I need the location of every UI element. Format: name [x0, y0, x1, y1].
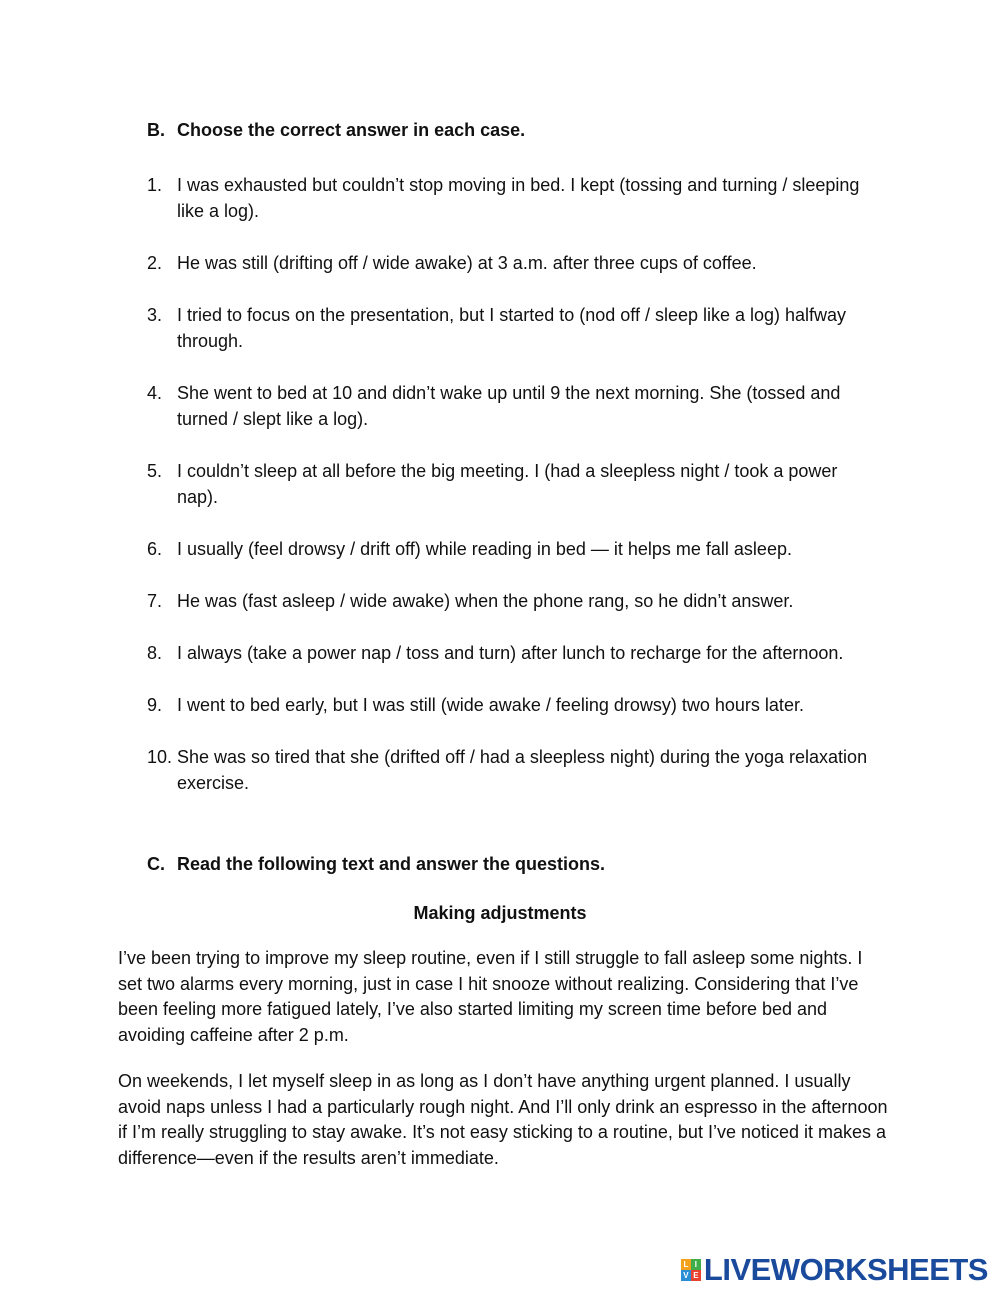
question-text: I went to bed early, but I was still (wide awake / feeling drowsy) two hours later.	[177, 695, 804, 715]
section-b-title: Choose the correct answer in each case.	[177, 120, 526, 140]
question-text: I was exhausted but couldn’t stop moving in bed. I kept (tossing and turning / sleeping like a log).	[177, 175, 860, 221]
logo-mark-letter: V	[681, 1270, 691, 1281]
question-item	[147, 458, 877, 510]
question-number: 8.	[147, 643, 163, 663]
question-text: I couldn’t sleep at all before the big meeting. I (had a sleepless night / took a power nap).	[177, 461, 838, 507]
question-number: 9.	[147, 695, 163, 715]
question-number: 10.	[147, 747, 173, 767]
liveworksheets-logo-icon	[681, 1259, 701, 1281]
logo-mark-letter: L	[681, 1259, 691, 1270]
question-number: 2.	[147, 253, 163, 273]
question-number: 6.	[147, 539, 163, 559]
question-list	[147, 172, 877, 822]
reading-paragraph-2: On weekends, I let myself sleep in as long as I don’t have anything urgent planned. I usually avoid naps unless I had a particularly rough night. And I’ll only drink an espresso in the afternoon if I’m really struggling to stay awake. It’s not easy sticking to a routine, but I’ve noticed it makes a difference—even if the results aren’t immediate.	[118, 1071, 888, 1168]
section-c-heading	[147, 851, 605, 877]
question-text: I tried to focus on the presentation, but I started to (nod off / sleep like a log) halfway through.	[177, 305, 847, 351]
question-number: 7.	[147, 591, 163, 611]
section-c-letter: C.	[147, 854, 165, 874]
reading-paragraph-1: I’ve been trying to improve my sleep routine, even if I still struggle to fall asleep some nights. I set two alarms every morning, just in case I hit snooze without realizing. Considering that I’ve been feeling more fatigued lately, I’ve also started limiting my screen time before bed and avoiding caffeine after 2 p.m.	[118, 948, 863, 1045]
logo-text: LIVEWORKSHEETS	[703, 1252, 988, 1287]
question-item	[147, 588, 877, 614]
question-text: He was still (drifting off / wide awake) at 3 a.m. after three cups of coffee.	[177, 253, 757, 273]
question-item	[147, 692, 877, 718]
question-item	[147, 536, 877, 562]
question-item	[147, 302, 877, 354]
liveworksheets-logo	[681, 1252, 988, 1288]
logo-mark-letter: E	[691, 1270, 701, 1281]
question-item	[147, 380, 877, 432]
question-item	[147, 744, 877, 796]
reading-title: Making adjustments	[413, 903, 587, 923]
question-item	[147, 250, 877, 276]
question-text: I usually (feel drowsy / drift off) while reading in bed — it helps me fall asleep.	[177, 539, 792, 559]
section-b-heading	[147, 117, 525, 143]
question-number: 1.	[147, 175, 163, 195]
section-b-letter: B.	[147, 120, 165, 140]
question-number: 3.	[147, 305, 163, 325]
question-text: She went to bed at 10 and didn’t wake up until 9 the next morning. She (tossed and turned / slept like a log).	[177, 383, 841, 429]
question-item	[147, 640, 877, 666]
section-c-title: Read the following text and answer the questions.	[177, 854, 606, 874]
question-text: I always (take a power nap / toss and turn) after lunch to recharge for the afternoon.	[177, 643, 844, 663]
question-text: He was (fast asleep / wide awake) when the phone rang, so he didn’t answer.	[177, 591, 794, 611]
logo-mark-letter: I	[691, 1259, 701, 1270]
question-number: 4.	[147, 383, 163, 403]
question-item	[147, 172, 877, 224]
question-text: She was so tired that she (drifted off / had a sleepless night) during the yoga relaxation exercise.	[177, 747, 868, 793]
question-number: 5.	[147, 461, 163, 481]
